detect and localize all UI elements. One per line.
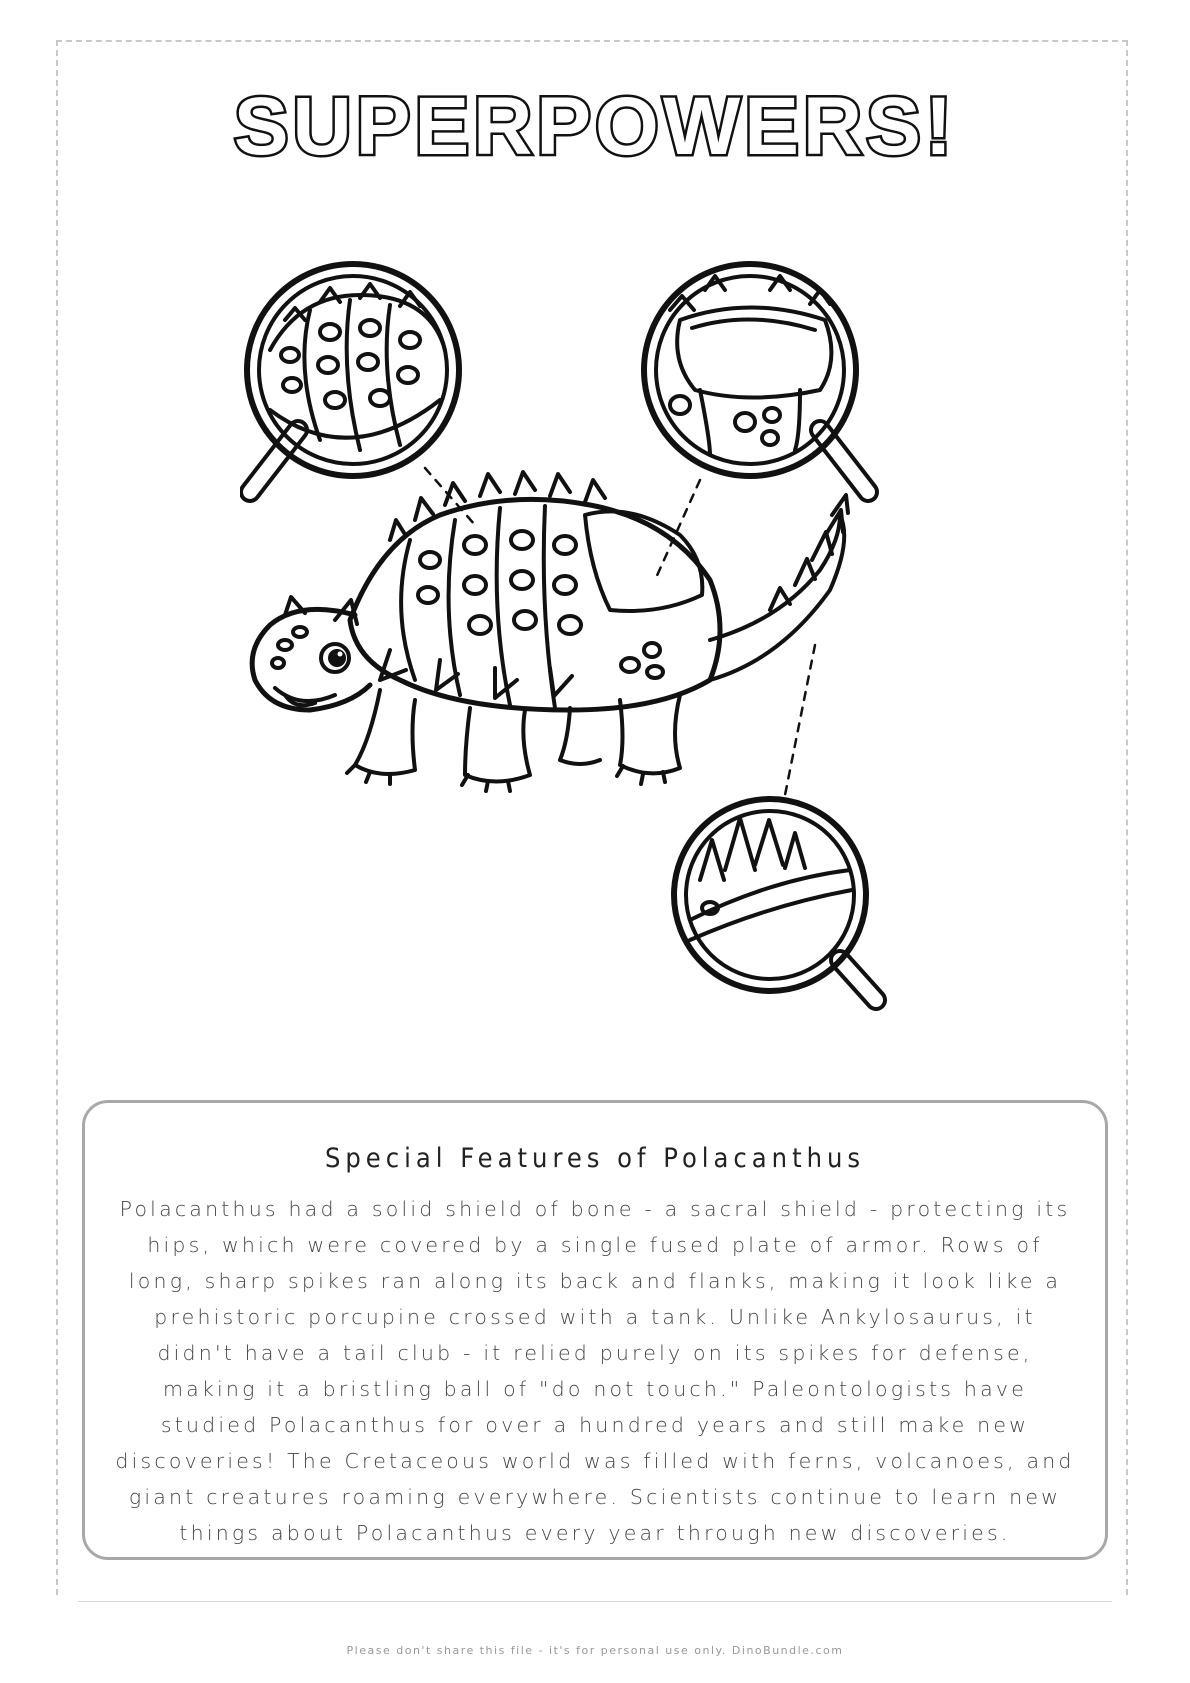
info-card: [82, 1100, 1108, 1560]
back-armor-magnifier-icon: [247, 264, 459, 492]
card-body-text: Polacanthus had a solid shield of bone - a sacral shield - protecting its hips, which were covered by a single fused plate of armor. Rows of long, sharp spikes ran along its back and flanks, making it look like a prehistoric porcupine crossed with a tank. Unlike Ankylosaurus, it didn't have a tail club - it relied purely on its spikes for defense, making it a bristling ball of "do not touch." Paleontologists have studied Polacanthus for over a hundred years and still make new discoveries! The Cretaceous world was filled with ferns, volcanoes, and giant creatures roaming everywhere. Scientists continue to learn new things about Polacanthus every year through new discoveries.: [115, 1197, 1075, 1545]
tail-spikes-magnifier-icon: [674, 799, 876, 1000]
polacanthus-illustration: [240, 240, 960, 1080]
polacanthus-body: [252, 472, 848, 791]
card-heading: Special Features of Polacanthus: [324, 1143, 866, 1174]
footer-notice: Please don't share this file - it's for personal use only. DinoBundle.com: [346, 1644, 844, 1657]
footer-divider: [78, 1601, 1112, 1602]
page-title: [0, 82, 1190, 172]
page-title-text: SUPERPOWERS!: [233, 82, 957, 172]
sacral-shield-magnifier-icon: [644, 264, 868, 492]
